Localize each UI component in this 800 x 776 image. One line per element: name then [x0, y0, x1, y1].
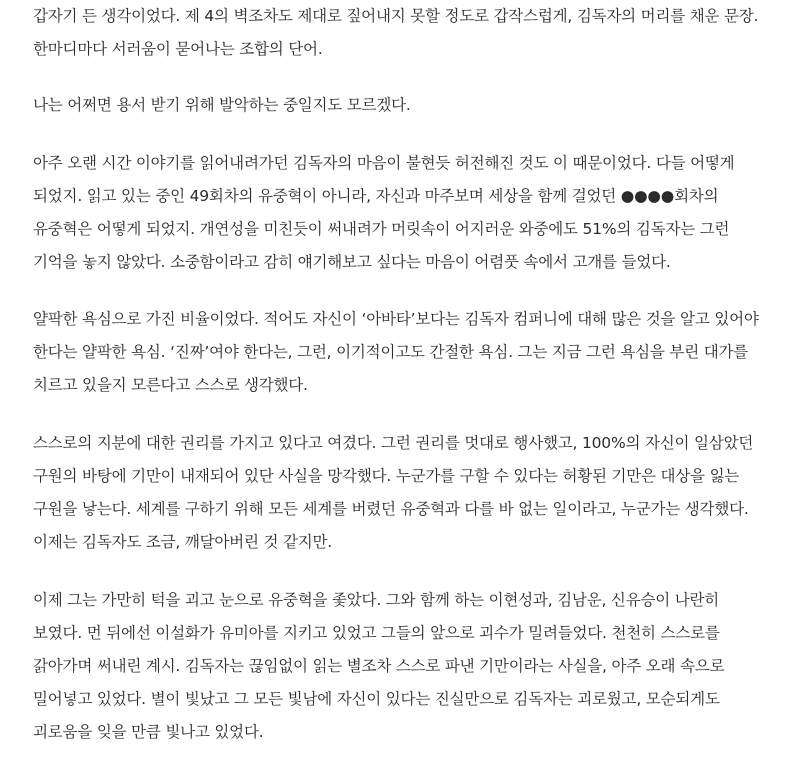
paragraph-3: 아주 오랜 시간 이야기를 읽어내려가던 김독자의 마음이 불현듯 허전해진 것도 이 때문이었다. 다들 어떻게 되었지. 읽고 있는 중인 49회차의 유중혁이 아니라, 자신과 마주보며 세상을 함께 걸었던 ●●●●회차의 유중혁은 어떻게 되었지. 개연성을 미친듯이 써내려가 머릿속이 어지러운 와중에도 51%의 김독자는 그런 기억을 놓지 않았다. 소중함이라고 감히 얘기해보고 싶다는 마음이 어렴풋 속에서 고개를 들었다.: [33, 154, 735, 271]
paragraph-6: 이제 그는 가만히 턱을 괴고 눈으로 유중혁을 좇았다. 그와 함께 하는 이현성과, 김남운, 신유승이 나란히 보였다. 먼 뒤에선 이설화가 유미아를 지키고 있었고 그들의 앞으로 괴수가 밀려들었다. 천천히 스스로를 갉아가며 써내린 계시. 김독자는 끊임없이 읽는 별조차 스스로 파낸 기만이라는 사실을, 아주 오래 속으로 밀어넣고 있었다. 별이 빛났고 그 모든 빛남에 자신이 있다는 진실만으로 김독자는 괴로웠고, 모순되게도 괴로움을 잊을 만큼 빛나고 있었다.: [33, 591, 725, 741]
paragraph-5: 스스로의 지분에 대한 권리를 가지고 있다고 여겼다. 그런 권리를 멋대로 행사했고, 100%의 자신이 일삼았던 구원의 바탕에 기만이 내재되어 있단 사실을 망각했다. 누군가를 구할 수 있다는 허황된 기만은 대상을 잃는 구원을 낳는다. 세계를 구하기 위해 모든 세계를 버렸던 유중혁과 다를 바 없는 일이라고, 누군가는 생각했다. 이제는 김독자도 조금, 깨달아버린 것 같지만.: [33, 434, 754, 551]
paragraph-2: 나는 어쩌면 용서 받기 위해 발악하는 중일지도 모르겠다.: [33, 96, 411, 114]
paragraph-1: 갑자기 든 생각이었다. 제 4의 벽조차도 제대로 짚어내지 못할 정도로 갑작스럽게, 김독자의 머리를 채운 문장. 한마디마다 서러움이 묻어나는 조합의 단어.: [33, 7, 759, 58]
paragraph-4: 얄팍한 욕심으로 가진 비율이었다. 적어도 자신이 ‘아바타’보다는 김독자 컴퍼니에 대해 많은 것을 알고 있어야 한다는 얄팍한 욕심. ‘진짜’여야 한다는, 그런, 이기적이고도 간절한 욕심. 그는 지금 그런 욕심을 부린 대가를 치르고 있을지 모른다고 스스로 생각했다.: [33, 310, 759, 394]
